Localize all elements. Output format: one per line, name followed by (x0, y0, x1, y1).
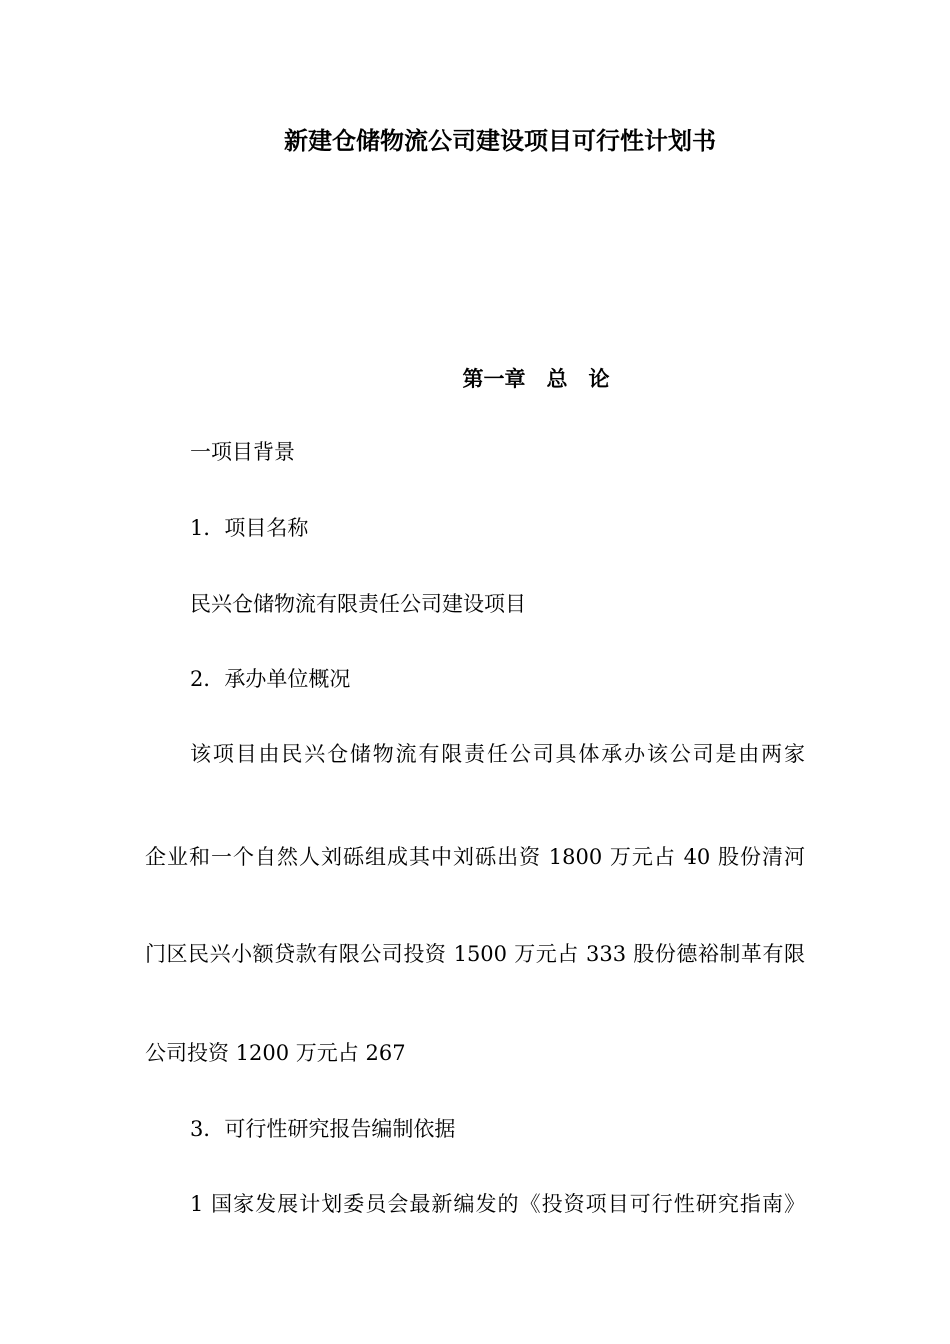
section-heading: 一项目背景 (190, 440, 295, 464)
item1-text: 民兴仓储物流有限责任公司建设项目 (190, 592, 526, 616)
chapter-title: 第一章 总 论 (462, 366, 610, 391)
paragraph-line: 公司投资 1200 万元占 267 (145, 1041, 406, 1065)
item3-heading: 3．可行性研究报告编制依据 (190, 1117, 456, 1141)
item2-heading: 2．承办单位概况 (190, 667, 351, 691)
item3-text: 1 国家发展计划委员会最新编发的《投资项目可行性研究指南》 (190, 1192, 805, 1216)
item1-heading: 1．项目名称 (190, 516, 309, 540)
paragraph-line: 企业和一个自然人刘砾组成其中刘砾出资 1800 万元占 40 股份清河 (145, 845, 805, 869)
paragraph-line: 门区民兴小额贷款有限公司投资 1500 万元占 333 股份德裕制革有限 (145, 942, 805, 966)
paragraph-line: 该项目由民兴仓储物流有限责任公司具体承办该公司是由两家 (190, 742, 805, 766)
document-title: 新建仓储物流公司建设项目可行性计划书 (284, 126, 716, 155)
